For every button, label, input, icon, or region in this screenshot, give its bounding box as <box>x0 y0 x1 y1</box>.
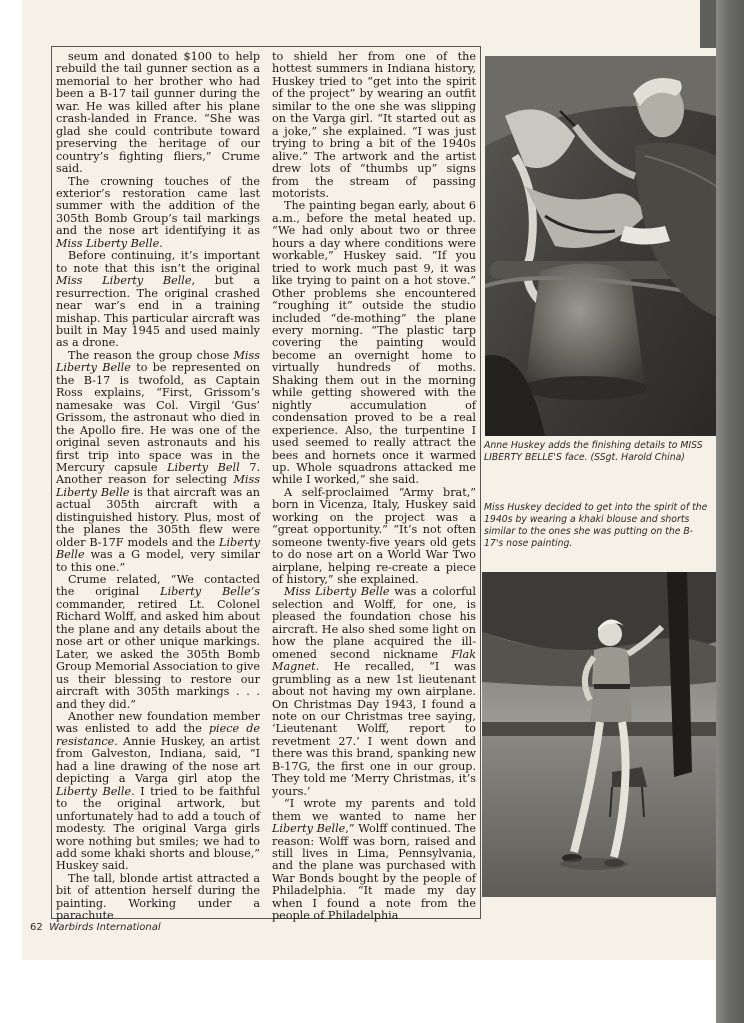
paragraph <box>56 873 260 923</box>
text-run: is that aircraft was an actual 305th aircraft with a distinguished history. Plus, most of the planes the 305th flew were older B-17F models and the <box>56 485 260 549</box>
page-folio <box>30 922 161 933</box>
caption-photo-1: Anne Huskey adds the finishing details to MISS LIBERTY BELLE'S face. (SSgt. Harold China) <box>484 440 703 463</box>
italic-text: Miss Liberty Belle <box>56 274 192 288</box>
italic-text: Liberty Belle’s <box>160 585 260 599</box>
text-frame-top-rule <box>51 46 481 47</box>
text-run: Crume related, “We contacted the original <box>56 573 260 599</box>
text-run: . <box>159 236 163 250</box>
scan-background-bottom <box>0 960 744 1023</box>
text-run: Before continuing, it’s important to note that this isn’t the original <box>56 249 260 275</box>
text-run: 7. Another reason for selecting <box>56 460 260 487</box>
article-column-1 <box>56 51 260 923</box>
text-run: , but a resurrection. The original crashed near war’s end in a training mishap. This particular aircraft was built in May 1945 and used mainly as a drone. <box>56 274 260 350</box>
text-frame-left-rule <box>51 46 52 919</box>
italic-text: piece de resistance <box>56 722 260 748</box>
caption-photo-2: Miss Huskey decided to get into the spirit of the 1940s by wearing a khaki blouse and shorts similar to the ones she was putting on the B-17's nose painting. <box>484 502 708 549</box>
text-run: was a G model, very similar to this one.” <box>56 548 260 574</box>
italic-text: Miss Liberty Belle <box>56 473 260 499</box>
text-run: was a colorful selection and Wolff, for one, is pleased the foundation chose his aircraft. He also shed some light on how the plane acquired the ill-omened second nickname <box>272 585 476 661</box>
text-run: . He recalled, “I was grumbling as a new 1st lieutenant about not having my own airplane. On Christmas Day 1943, I found a note on our Christmas tree saying, ‘Lieutenant Wolff, report to revetment 27.’ I went down and there was this brand, spanking new B-17G, the first one in our group. They told me ‘Merry Christmas, it’s yours.’ <box>272 660 476 798</box>
scan-edge-right <box>716 0 744 1023</box>
italic-text: Liberty Belle <box>56 784 132 798</box>
italic-text: Flak Magnet <box>272 647 476 674</box>
text-run: The reason the group chose <box>68 348 234 362</box>
photo-artist-posing-image <box>482 572 716 897</box>
italic-text: Miss Liberty Belle <box>284 585 390 599</box>
paragraph <box>272 51 476 200</box>
paragraph <box>56 574 260 711</box>
text-run: A self-proclaimed “Army brat,” born in Vicenza, Italy, Huskey said working on the project was a “great opportunity.” “It’s not often someone twenty-five years old gets to do nose art on a World War Two airplane, helping re-create a piece of history,” she explained. <box>272 485 476 587</box>
italic-text: Miss Liberty Belle <box>56 236 160 250</box>
page-number: 62 <box>30 922 43 933</box>
text-run: ,” Wolff continued. The reason: Wolff was born, raised and still lives in Lima, Pennsylvania, and the plane was purchased with War Bonds bought by the people of Philadelphia. “It made my day when I found a note from the people of Philadelphia <box>272 822 476 923</box>
text-run: The tall, blonde artist attracted a bit of attention herself during the painting. Working under a parachute <box>56 871 260 923</box>
italic-text: Liberty Bell <box>167 460 240 474</box>
photo-artist-painting-image <box>485 56 716 436</box>
paragraph <box>56 350 260 574</box>
article-column-2 <box>272 51 476 923</box>
paragraph <box>272 798 476 923</box>
text-run: commander, retired Lt. Colonel Richard Wolff, and asked him about the plane and any details about the nose art or other unique markings. Later, we asked the 305th Bomb Group Memorial Association to give us their blessing to restore our aircraft with 305th markings . . . and they did.” <box>56 597 260 711</box>
publication-name: Warbirds International <box>49 922 161 933</box>
italic-text: Liberty Belle <box>56 535 260 562</box>
text-run: . Annie Huskey, an artist from Galveston, Indiana, said, “I had a line drawing of the nose art depicting a Varga girl atop the <box>56 734 260 786</box>
text-run: to be represented on the B-17 is twofold, as Captain Ross explains, “First, Grissom’s namesake was Col. Virgil ‘Gus’ Grissom, the astronaut who died in the Apollo fire. He was one of the original seven astronauts and his first trip into space was in the Mercury capsule <box>56 361 261 474</box>
paragraph <box>56 51 260 176</box>
text-run: The crowning touches of the exterior’s restoration came last summer with the addition of the 305th Bomb Group’s tail markings and the nose art identifying it as <box>56 174 260 238</box>
text-run: Another new foundation member was enlisted to add the <box>56 710 260 736</box>
paragraph <box>56 176 260 251</box>
text-run: The painting began early, about 6 a.m., before the metal heated up. “We had only about two or three hours a day where conditions were workable,” Huskey said. “If you tried to work much past 9, it was like trying to paint on a hot stove.” Other problems she encountered “roughing it” outside the studio included “de-mothing” the plane every morning. “The plastic tarp covering the painting would become an overnight home to virtually hundreds of moths. Shaking them out in the morning while getting showered with the nightly accumulation of condensation proved to be a real experience. Also, the turpentine I used seemed to really attract the bees and hornets once it warmed up. Whole squadrons attacked me while I worked,” she said. <box>272 199 476 487</box>
photo-artist-painting <box>485 56 716 436</box>
text-run: “I wrote my parents and told them we wanted to name her <box>272 797 476 823</box>
paragraph <box>272 586 476 798</box>
photo-artist-posing <box>482 572 716 897</box>
text-frame-right-rule <box>480 46 481 919</box>
paragraph <box>272 487 476 587</box>
paragraph <box>272 200 476 486</box>
italic-text: Liberty Belle <box>272 822 346 836</box>
text-run: to shield her from one of the hottest summers in Indiana history, Huskey tried to “get into the spirit of the project” by wearing an outfit similar to the one she was slipping on the Varga girl. “It started out as a joke,” she explained. “I was just trying to bring a bit of the 1940s alive.” The artwork and the artist drew lots of “thumbs up” signs from the stream of passing motorists. <box>272 50 476 200</box>
paragraph <box>56 711 260 873</box>
paragraph <box>56 250 260 350</box>
text-run: seum and donated $100 to help rebuild the tail gunner section as a memorial to her brother who had been a B-17 tail gunner during the war. He was killed after his plane crash-landed in France. “She was glad she could contribute toward preserving the heritage of our country’s fighting fliers,” Crume said. <box>56 50 260 176</box>
italic-text: Miss Liberty Belle <box>56 348 260 375</box>
text-run: . I tried to be faithful to the original artwork, but unfortunately had to add a touch of modesty. The original Varga girls wore nothing but smiles; we had to add some khaki shorts and blouse,” Huskey said. <box>56 784 260 873</box>
